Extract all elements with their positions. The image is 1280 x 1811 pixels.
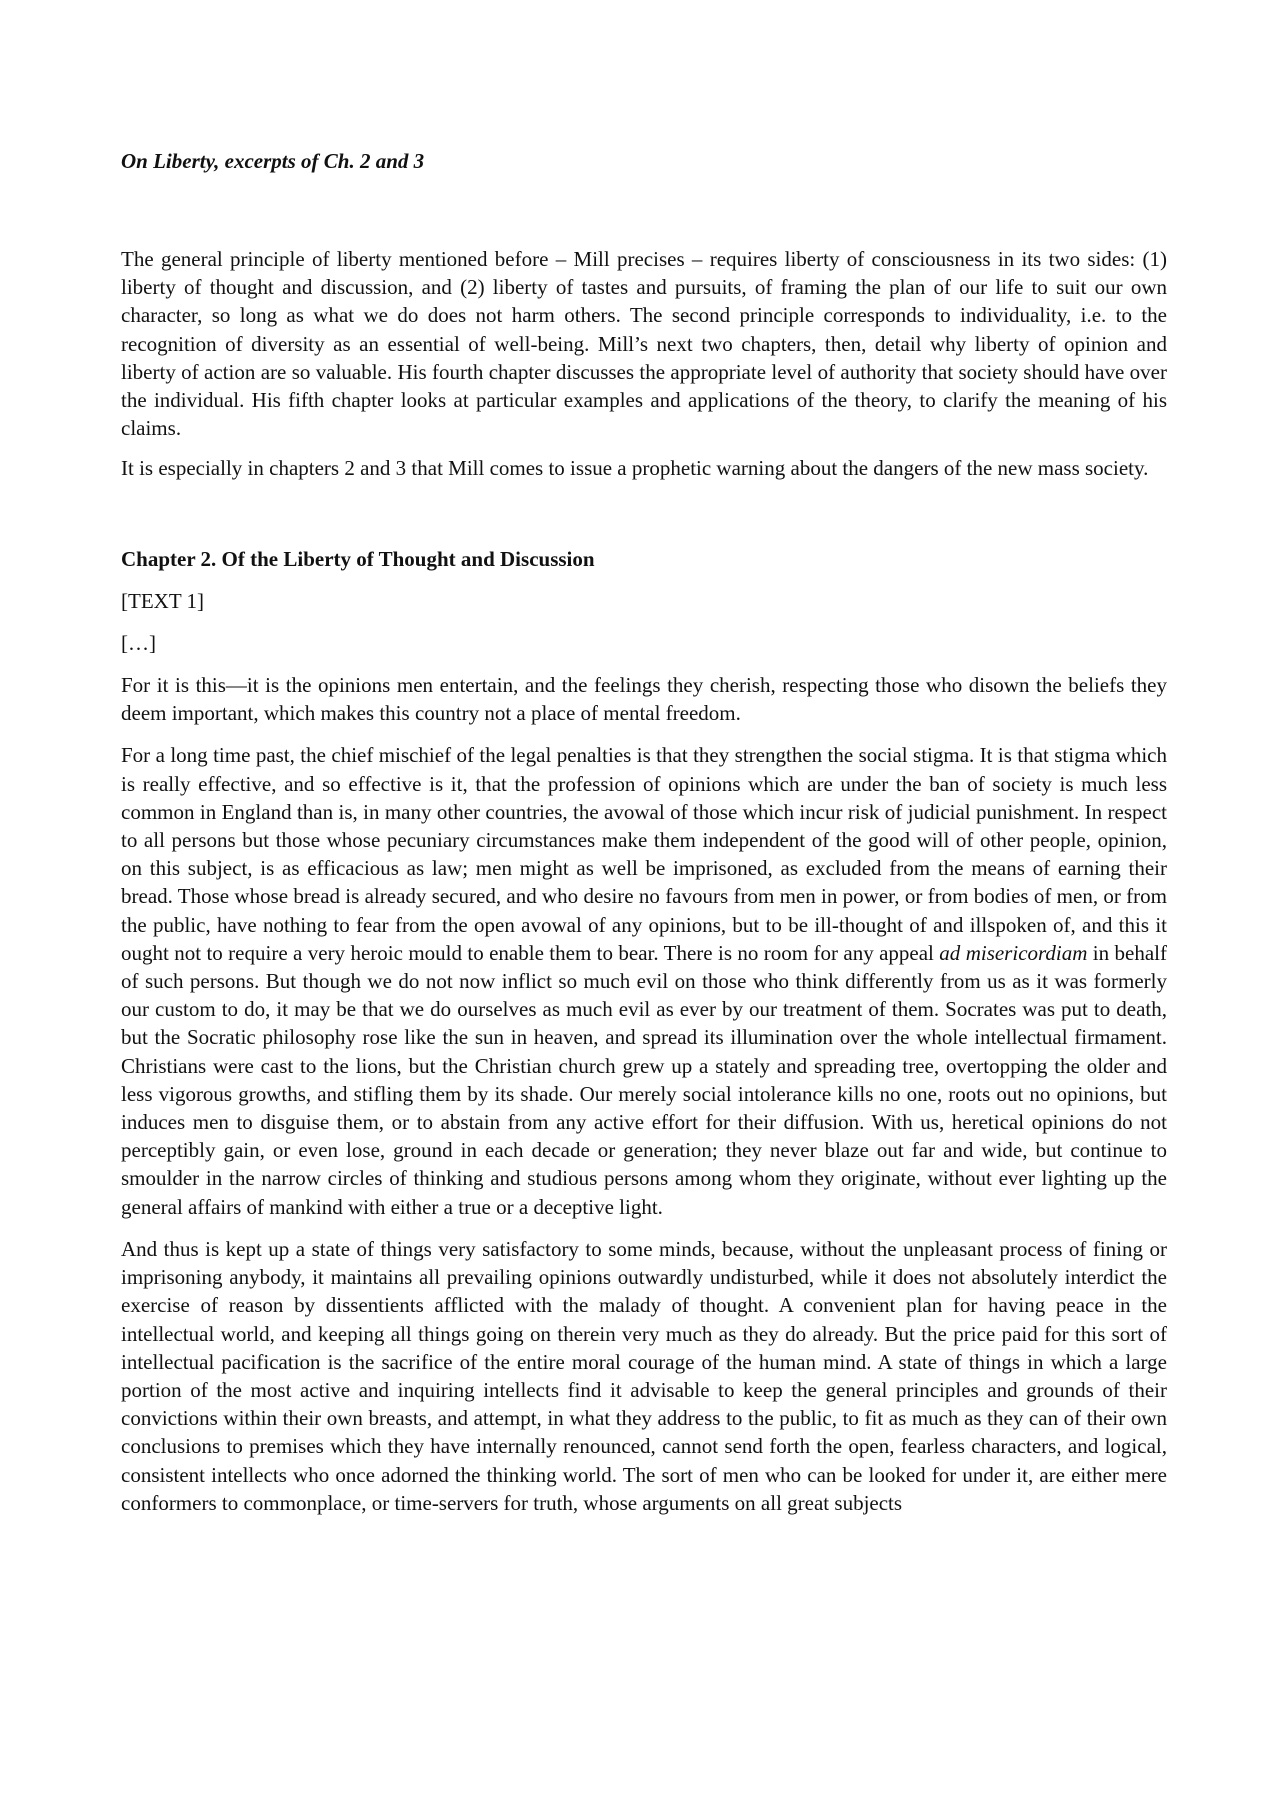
latin-phrase: ad misericordiam: [939, 940, 1088, 965]
body-paragraph-2-part-2: in behalf of such persons. But though we do not now inflict so much evil on those who think differently from us as it was formerly our custom to do, it may be that we do ourselves as much evil as ever by our treatment of them. Socrates was put to death, but the Socratic philosophy rose like the sun in heaven, and spread its illumination over the whole intellectual firmament. Christians were cast to the lions, but the Christian church grew up a stately and spreading tree, overtopping the older and less vigorous growths, and stifling them by its shade. Our merely social intolerance kills no one, roots out no opinions, but induces men to disguise them, or to abstain from any active effort for their diffusion. With us, heretical opinions do not perceptibly gain, or even lose, ground in each decade or generation; they never blaze out far and wide, but continue to smoulder in the narrow circles of thinking and studious persons among whom they originate, without ever lighting up the general affairs of mankind with either a true or a deceptive light.: [121, 940, 1167, 1219]
intro-paragraph-1: The general principle of liberty mentioned before – Mill precises – requires liberty of consciousness in its two sides: (1) liberty of thought and discussion, and (2) liberty of tastes and pursuits, of framing the plan of our life to suit our own character, so long as what we do does not harm others. The second principle corresponds to individuality, i.e. to the recognition of diversity as an essential of well-being. Mill’s next two chapters, then, detail why liberty of opinion and liberty of action are so valuable. His fourth chapter discusses the appropriate level of authority that society should have over the individual. His fifth chapter looks at particular examples and applications of the theory, to clarify the meaning of his claims.: [121, 247, 1167, 441]
text-marker: [TEXT 1]: [121, 588, 205, 613]
intro-paragraph-2: It is especially in chapters 2 and 3 that Mill comes to issue a prophetic warning about the dangers of the new mass society.: [121, 456, 1149, 481]
body-paragraph-2-part-1: For a long time past, the chief mischief of the legal penalties is that they strengthen the social stigma. It is that stigma which is really effective, and so effective is it, that the profession of opinions which are under the ban of society is much less common in England than is, in many other countries, the avowal of those which incur risk of judicial punishment. In respect to all persons but those whose pecuniary circumstances make them independent of the good will of other people, opinion, on this subject, is as efficacious as law; men might as well be imprisoned, as excluded from the means of earning their bread. Those whose bread is already secured, and who desire no favours from men in power, or from bodies of men, or from the public, have nothing to fear from the open avowal of any opinions, but to be ill-thought of and illspoken of, and this it ought not to require a very heroic mould to enable them to bear. There is no room for any appeal: [121, 743, 1167, 965]
body-paragraph-3: And thus is kept up a state of things very satisfactory to some minds, because, without the unpleasant process of fining or imprisoning anybody, it maintains all prevailing opinions outwardly undisturbed, while it does not absolutely interdict the exercise of reason by dissentients afflicted with the malady of thought. A convenient plan for having peace in the intellectual world, and keeping all things going on therein very much as they do already. But the price paid for this sort of intellectual pacification is the sacrifice of the entire moral courage of the human mind. A state of things in which a large portion of the most active and inquiring intellects find it advisable to keep the general principles and grounds of their convictions within their own breasts, and attempt, in what they address to the public, to fit as much as they can of their own conclusions to premises which they have internally renounced, cannot send forth the open, fearless characters, and logical, consistent intellects who once adorned the thinking world. The sort of men who can be looked for under it, are either mere conformers to commonplace, or time-servers for truth, whose arguments on all great subjects: [121, 1236, 1167, 1515]
chapter-heading: Chapter 2. Of the Liberty of Thought and Discussion: [121, 546, 595, 571]
body-paragraph-1: For it is this—it is the opinions men entertain, and the feelings they cherish, respecting those who disown the beliefs they deem important, which makes this country not a place of mental freedom.: [121, 673, 1167, 726]
ellipsis-marker: […]: [121, 630, 156, 655]
body-paragraph-2: [121, 741, 1167, 1220]
document-title: On Liberty, excerpts of Ch. 2 and 3: [121, 149, 425, 173]
